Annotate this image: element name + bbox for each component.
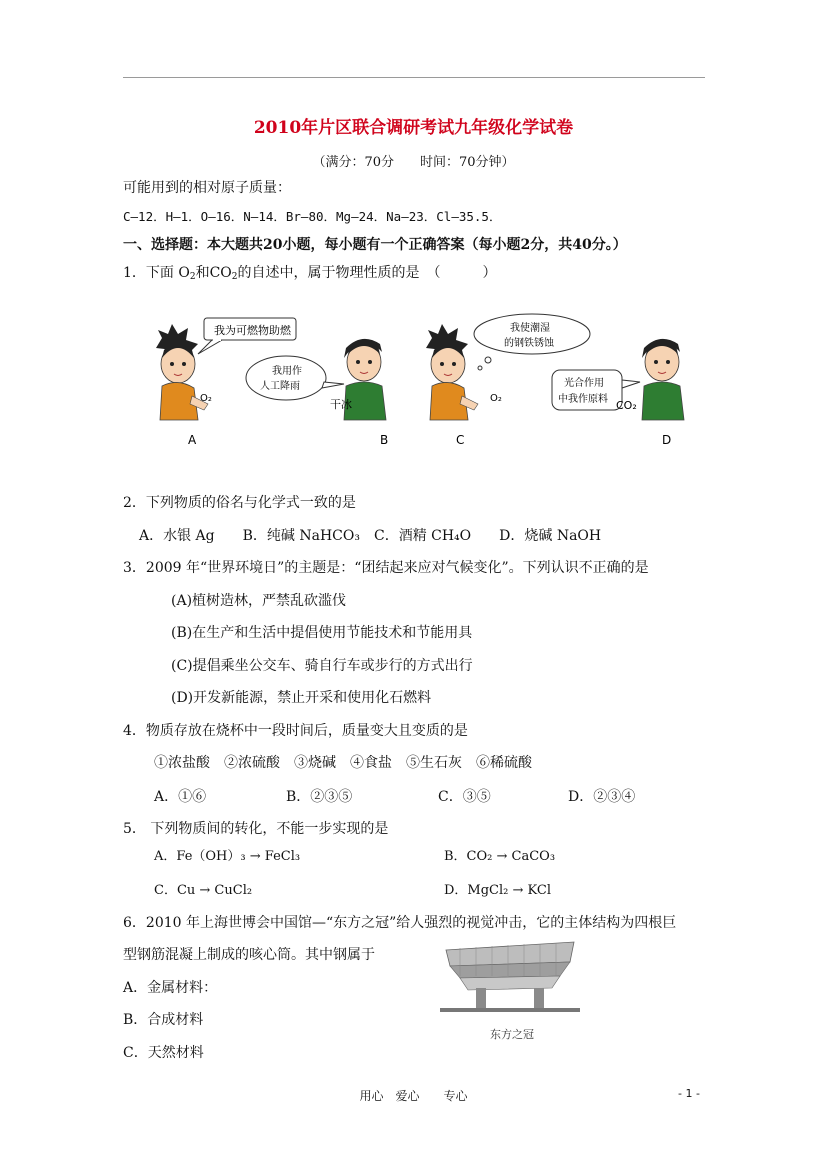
header-rule [123,77,705,78]
q1-illustration [148,308,693,452]
q1-stem-sub1: 2 [189,272,196,282]
q4-option-c: C．③⑤ [438,789,491,805]
girl-c-figure [426,324,478,420]
item-b-text: 干冰 [330,398,352,411]
q6-line-2: 型钢筋混凝上制成的咳心筒。其中钢属于 [123,947,375,963]
q6-option-c: C．天然材料 [123,1045,204,1061]
q6-line-1: 6．2010 年上海世博会中国馆—“东方之冠”给人强烈的视觉冲击，它的主体结构为四根巨 [123,915,677,931]
china-pavilion-image [440,932,580,1022]
q4-option-a: A．①⑥ [154,789,207,805]
q3-stem: 3．2009 年“世界环境日”的主题是：“团结起来应对气候变化”。下列认识不正确的是 [123,560,649,576]
item-d-text: CO₂ [616,399,637,412]
footer-slogan: 用心 爱心 专心 [359,1089,468,1103]
bubble-c-line1: 我使潮湿 [510,323,550,334]
page-subtitle: （满分：70分 时间：70分钟） [312,155,515,170]
girl-a-figure [156,324,208,420]
label-a: A [188,433,197,447]
label-d: D [662,433,672,447]
q3-option-c: (C)提倡乘坐公交车、骑自行车或步行的方式出行 [171,658,473,674]
label-c: C [456,433,465,447]
q1-stem-pre: 1．下面 O [123,265,190,281]
q4-option-d: D．②③④ [568,789,636,805]
q4-items: ①浓盐酸 ②浓硫酸 ③烧碱 ④食盐 ⑤生石灰 ⑥稀硫酸 [154,755,532,771]
q1-stem-sub2: 2 [231,272,238,282]
q5-option-c: C．Cu → CuCl₂ [154,883,253,898]
q3-option-d: (D)开发新能源，禁止开采和使用化石燃料 [171,690,432,706]
q3-option-a: (A)植树造林，严禁乱砍滥伐 [171,593,347,609]
intro-line-1: 可能用到的相对原子质量： [123,180,291,196]
q4-option-b: B．②③⑤ [286,789,353,805]
q5-option-b: B．CO₂ → CaCO₃ [444,849,556,864]
boy-d-figure [642,339,684,420]
page-title: 2010年片区联合调研考试九年级化学试卷 [253,118,574,138]
page-number: - 1 - [678,1087,700,1100]
q1-stem-mid: 和CO [195,265,232,281]
bubble-c-line2: 的钢铁锈蚀 [504,338,554,349]
q5-option-d: D．MgCl₂ → KCl [444,883,551,898]
q6-option-b: B．合成材料 [123,1012,204,1028]
q4-stem: 4．物质存放在烧杯中一段时间后，质量变大且变质的是 [123,723,468,739]
q1-stem [123,262,497,282]
item-a-text: O₂ [200,393,212,404]
q5-option-a: A．Fe（OH）₃ → FeCl₃ [154,849,301,864]
bubble-d-line2: 中我作原料 [558,394,608,405]
q3-option-b: (B)在生产和生活中提倡使用节能技术和节能用具 [171,625,473,641]
bubble-b-line1: 我用作 [272,366,302,377]
pavilion-caption: 东方之冠 [490,1028,534,1041]
bubble-d-line1: 光合作用 [564,378,604,389]
q5-stem: 5． 下列物质间的转化，不能一步实现的是 [123,821,389,837]
q2-stem: 2．下列物质的俗名与化学式一致的是 [123,495,356,511]
bubble-b-line2: 人工降雨 [260,381,300,392]
item-c-text: O₂ [490,393,502,404]
section-heading: 一、选择题：本大题共20小题，每小题有一个正确答案（每小题2分，共40分。） [123,237,627,253]
label-b: B [380,433,389,447]
q6-option-a: A．金属材料： [123,980,218,996]
intro-line-2: C—12．H—1．O—16．N—14．Br—80．Mg—24．Na—23．Cl—35.5． [123,209,502,224]
bubble-a-text: 我为可燃物助燃 [214,324,291,337]
q2-options: A．水银 Ag B．纯碱 NaHCO₃ C．酒精 CH₄O D．烧碱 NaOH [139,528,602,544]
q1-stem-post: 的自述中，属于物理性质的是 （ ） [237,265,497,281]
